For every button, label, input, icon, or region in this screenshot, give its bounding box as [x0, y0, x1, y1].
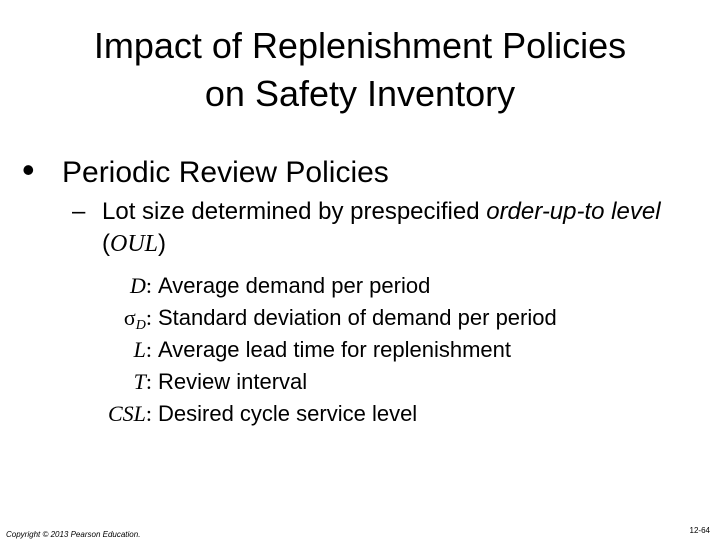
symbol-main: D — [129, 273, 146, 298]
sub-bullet-close-paren: ) — [158, 230, 167, 257]
bullet-dot-icon: • — [22, 149, 35, 190]
bullet-periodic-review — [22, 150, 389, 193]
symbol-main: CSL — [107, 401, 146, 426]
footer-copyright: Copyright © 2013 Pearson Education. — [6, 530, 141, 539]
definition-symbol — [124, 302, 152, 334]
symbol-colon: : — [145, 273, 152, 298]
bullet-periodic-review-text: Periodic Review Policies — [62, 156, 389, 189]
definition-row — [60, 366, 680, 398]
symbol-colon: : — [145, 305, 152, 330]
definition-row — [60, 302, 680, 334]
sub-bullet-text — [72, 196, 672, 260]
symbol-main: σ — [123, 305, 136, 330]
sub-bullet-open-paren: ( — [102, 230, 110, 257]
definition-row — [60, 334, 680, 366]
definition-text: Standard deviation of demand per period — [158, 305, 557, 330]
sub-bullet-abbr: OUL — [110, 231, 159, 257]
sub-bullet-lot-size — [72, 196, 672, 260]
definition-row — [60, 398, 680, 430]
definition-row — [60, 270, 680, 302]
sub-bullet-dash-icon: – — [72, 198, 86, 225]
symbol-subscript: D — [135, 318, 146, 333]
definition-symbol — [134, 334, 152, 366]
definition-text: Desired cycle service level — [158, 401, 418, 426]
definition-text: Review interval — [158, 369, 308, 394]
sub-bullet-italic-term: order-up-to level — [486, 198, 661, 225]
slide-title — [0, 22, 720, 118]
definition-symbol — [130, 270, 152, 302]
slide-number: 12-64 — [689, 526, 710, 535]
definition-symbol — [134, 366, 152, 398]
title-line-1: Impact of Replenishment Policies — [93, 25, 627, 66]
definition-text: Average demand per period — [158, 273, 431, 298]
symbol-main: L — [133, 337, 146, 362]
symbol-colon: : — [145, 401, 152, 426]
definitions-list — [60, 270, 680, 430]
title-line-2: on Safety Inventory — [204, 73, 516, 114]
sub-bullet-prefix: Lot size determined by prespecified — [102, 198, 487, 225]
symbol-colon: : — [145, 369, 152, 394]
definition-symbol — [108, 398, 152, 430]
symbol-main: T — [133, 369, 146, 394]
definition-text: Average lead time for replenishment — [158, 337, 512, 362]
symbol-colon: : — [145, 337, 152, 362]
